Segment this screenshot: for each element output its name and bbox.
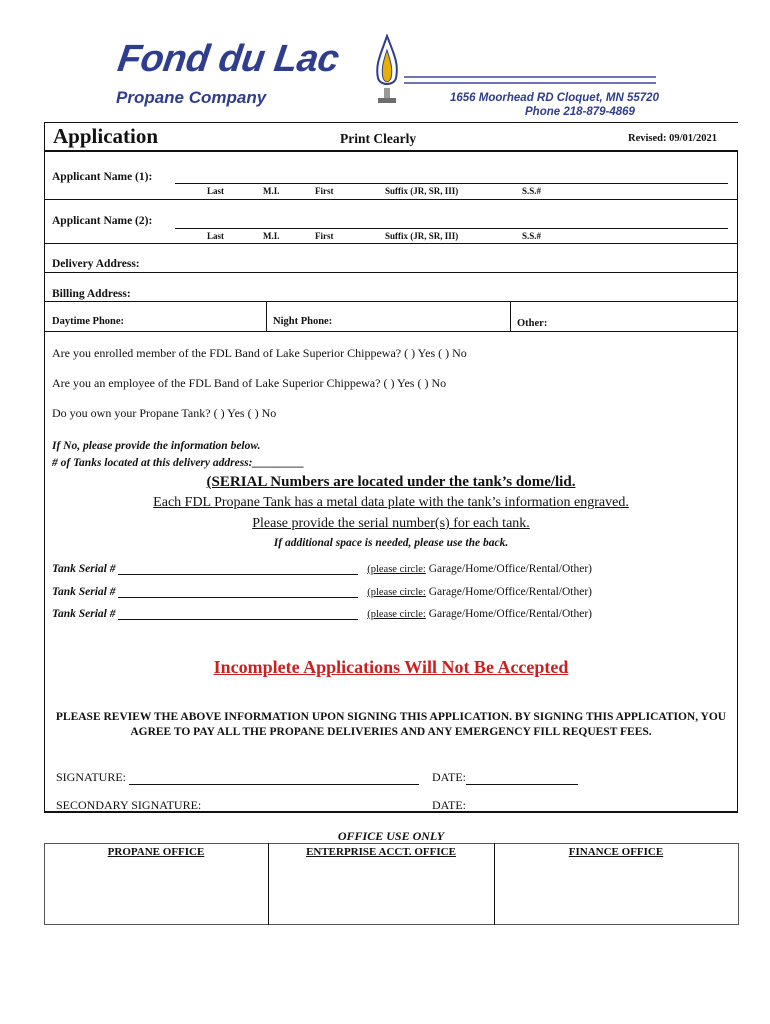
row-divider [44,272,738,273]
location-options[interactable]: Garage/Home/Office/Rental/Other) [428,608,592,620]
signature-input[interactable] [129,784,419,785]
applicant1-line[interactable] [175,183,728,184]
please-circle-label: (please circle: [367,587,426,598]
date-input[interactable] [466,784,578,785]
row-divider [44,301,738,302]
flame-icon [372,34,402,106]
row-divider [44,243,738,244]
serial-info-line3: Please provide the serial number(s) for each tank. [252,516,530,531]
applicant2-col-suffix: Suffix (JR, SR, III) [385,231,459,241]
date-row [432,770,578,785]
propane-office-header: PROPANE OFFICE [107,846,205,858]
tank-serial-input[interactable] [118,597,358,598]
enterprise-office-header: ENTERPRISE ACCT. OFFICE [306,846,456,858]
secondary-signature-input[interactable] [204,812,416,813]
tank-serial-label: Tank Serial # [52,586,116,598]
applicant2-col-ssn: S.S.# [522,231,542,241]
tanks-count-field[interactable]: # of Tanks located at this delivery address:_________ [52,457,305,469]
tank-serial-input[interactable] [118,619,358,620]
frame-left [44,122,45,812]
agreement-text: PLEASE REVIEW THE ABOVE INFORMATION UPON SIGNING THIS APPLICATION. BY SIGNING THIS APPLICATION, YOU AGREE TO PAY ALL THE PROPANE DELIVERIES AND ANY EMERGENCY FILL REQUEST FEES. [55,711,727,738]
phone-col-divider [266,301,267,331]
applicant1-col-ssn: S.S.# [522,186,542,196]
signature-row [56,770,419,785]
applicant2-label: Applicant Name (2): [52,215,153,227]
secondary-signature-row [56,798,416,813]
tank-serial-label: Tank Serial # [52,563,116,575]
incomplete-warning: Incomplete Applications Will Not Be Accepted [213,657,569,677]
tanks-note-line1: If No, please provide the information below. [52,440,261,452]
please-circle-label: (please circle: [367,609,426,620]
date2-row [432,798,573,813]
applicant1-col-suffix: Suffix (JR, SR, III) [385,186,459,196]
revision-date: Revised: 09/01/2021 [628,133,717,144]
applicant1-col-first: First [315,186,334,196]
applicant2-col-last: Last [207,231,225,241]
serial-info-line2: Each FDL Propane Tank has a metal data plate with the tank’s information engraved. [153,495,629,510]
signature-label: SIGNATURE: [56,770,127,784]
applicant1-col-last: Last [207,186,225,196]
company-logo-text: Fond du Lac [115,38,342,80]
serial-info-line4: If additional space is needed, please use the back. [273,537,509,549]
phone-col-divider [510,301,511,331]
delivery-address-label: Delivery Address: [52,258,140,270]
night-phone-label: Night Phone: [273,316,333,327]
location-options[interactable]: Garage/Home/Office/Rental/Other) [428,563,592,575]
applicant1-col-mi: M.I. [263,186,280,196]
company-subtitle: Propane Company [116,88,267,107]
applicant2-line[interactable] [175,228,728,229]
frame-top [44,122,738,123]
applicant1-label: Applicant Name (1): [52,171,153,183]
company-phone: Phone 218-879-4869 [525,106,635,118]
finance-office-header: FINANCE OFFICE [568,846,664,858]
other-phone-label: Other: [517,318,548,329]
office-use-title: OFFICE USE ONLY [337,829,445,843]
daytime-phone-label: Daytime Phone: [52,316,125,327]
row-divider [44,331,738,332]
serial-heading: (SERIAL Numbers are located under the tank’s dome/lid. [206,474,576,490]
tank-serial-input[interactable] [118,574,358,575]
applicant2-col-mi: M.I. [263,231,280,241]
header-rule-2 [404,82,656,84]
date2-input[interactable] [469,812,573,813]
tank-serial-row [52,563,592,575]
question-employee[interactable]: Are you an employee of the FDL Band of Lake Superior Chippewa? ( ) Yes ( ) No [52,376,447,390]
applicant2-col-first: First [315,231,334,241]
date2-label: DATE: [432,798,466,812]
header-rule-1 [404,76,656,78]
please-circle-label: (please circle: [367,564,426,575]
tank-serial-row [52,586,592,598]
location-options[interactable]: Garage/Home/Office/Rental/Other) [428,586,592,598]
print-clearly-note: Print Clearly [340,131,417,146]
form-title: Application [53,124,159,148]
title-divider [44,150,738,152]
question-enrolled[interactable]: Are you enrolled member of the FDL Band of Lake Superior Chippewa? ( ) Yes ( ) No [52,346,467,360]
question-own-tank[interactable]: Do you own your Propane Tank? ( ) Yes ( ) No [52,406,277,420]
company-address: 1656 Moorhead RD Cloquet, MN 55720 [450,92,659,104]
tank-serial-label: Tank Serial # [52,608,116,620]
date-label: DATE: [432,770,466,784]
billing-address-label: Billing Address: [52,288,131,300]
row-divider [44,199,738,200]
secondary-signature-label: SECONDARY SIGNATURE: [56,798,202,812]
tank-serial-row [52,608,592,620]
